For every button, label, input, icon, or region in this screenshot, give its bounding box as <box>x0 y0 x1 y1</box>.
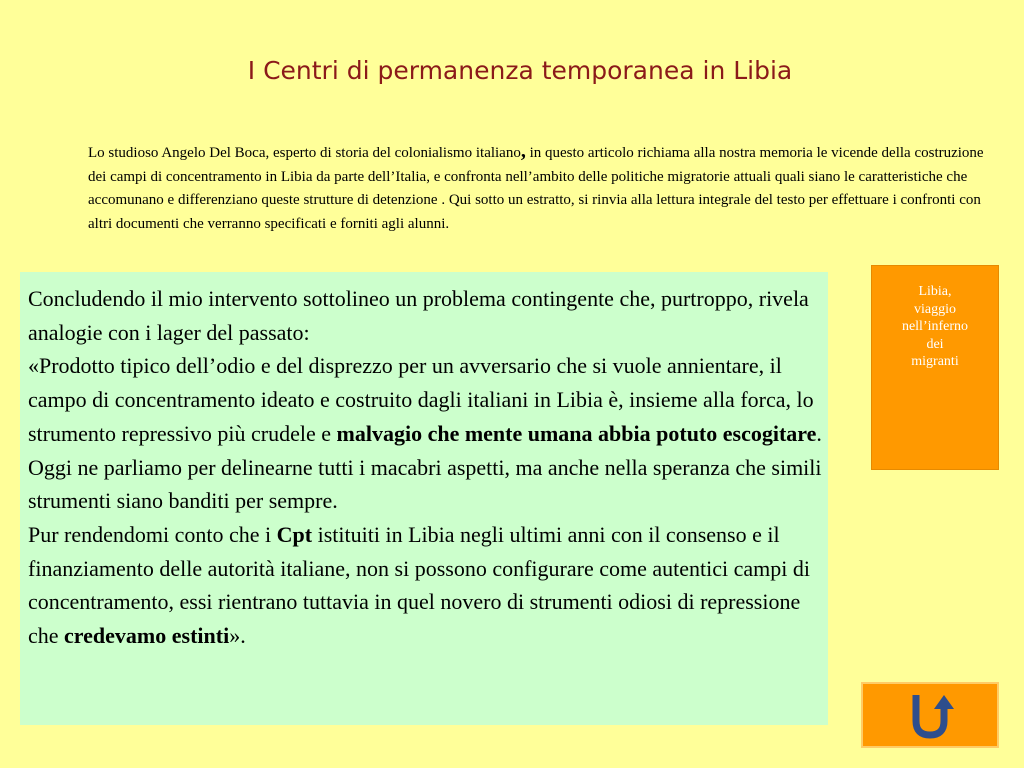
side-link-line: Libia, <box>918 284 952 299</box>
quote-line-1: Concludendo il mio intervento sottolineo un problema contingente che, purtroppo, rivela analogie con i lager del passato: <box>28 286 809 345</box>
side-link-libia-viaggio[interactable] <box>871 265 999 470</box>
quote-line-2-end: . <box>816 420 822 446</box>
intro-text-2: in questo articolo richiama alla nostra memoria le vicende della costruzione dei campi di concentramento in Libia da parte dell’Italia, e confronta nell’ambito delle politiche migratorie attuali quali siano le caratteristiche che accomunano e differenziano queste strutture di detenzione . Qui sotto un estratto, si rinvia alla lettura integrale del testo per effettuare i confronti con altri documenti che verranno specificati e forniti agli alunni. <box>88 145 984 232</box>
quote-line-4 <box>28 518 824 653</box>
quote-line-4-end: ». <box>229 623 246 649</box>
side-link-line: dei <box>926 336 944 352</box>
side-link-line: viaggio <box>914 301 956 317</box>
intro-comma: , <box>520 140 526 162</box>
quote-line-4-text: Pur rendendomi conto che i <box>28 521 277 547</box>
quote-line-2 <box>28 349 824 450</box>
quote-line-2-text: «Prodotto tipico dell’odio e del disprezzo per un avversario che si vuole annientare, il campo di concentramento ideato e costruito dagli italiani in Libia è, insieme alla forca, lo strumento repressivo più crudele e <box>28 353 814 446</box>
quote-line-4-bold: Cpt <box>276 521 313 547</box>
return-button[interactable] <box>861 682 999 748</box>
u-turn-return-icon <box>904 689 956 741</box>
intro-text-1: Lo studioso Angelo Del Boca, esperto di storia del colonialismo italiano <box>88 145 521 161</box>
slide-title: I Centri di permanenza temporanea in Libia <box>247 56 793 85</box>
quote-line-4-mid: istituiti in Libia negli ultimi anni con il consenso e il finanziamento delle autorità italiane, non si possono configurare come autentici campi di concentramento, essi rientrano tuttavia in quel novero di strumenti odiosi di repressione che <box>28 521 810 649</box>
quote-line-3: Oggi ne parliamo per delinearne tutti i macabri aspetti, ma anche nella speranza che simili strumenti siano banditi per sempre. <box>28 454 822 514</box>
side-link-line: nell’inferno <box>901 319 969 334</box>
quote-line-4-bold-2: credevamo estinti <box>64 623 230 649</box>
quote-line-2-bold: malvagio che mente umana abbia potuto escogitare <box>336 420 817 446</box>
side-link-line: migranti <box>911 354 959 369</box>
quote-box <box>20 272 828 725</box>
intro-paragraph <box>88 140 988 236</box>
